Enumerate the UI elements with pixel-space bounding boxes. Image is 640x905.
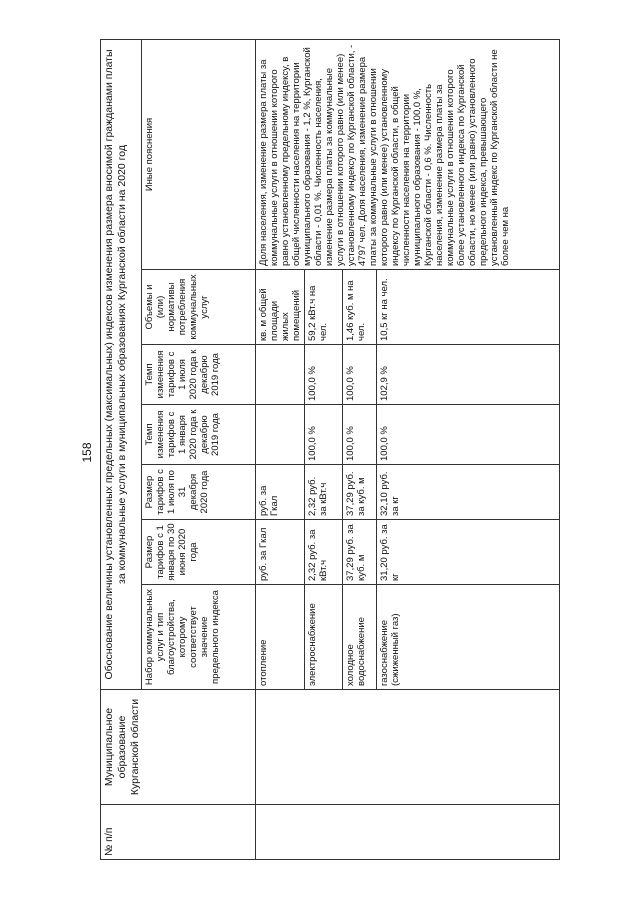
cell-tariff-h1: 31,20 руб. за кг — [377, 520, 560, 585]
cell-rate-jul: 102,9 % — [377, 345, 560, 405]
cell-rate-jan: 100,0 % — [343, 405, 377, 465]
cell-service: отопление — [256, 585, 305, 690]
header-num: № п/п — [101, 805, 256, 860]
cell-tariff-h1: 2,32 руб. за кВт.ч — [305, 520, 343, 585]
cell-service: газоснабжение (сжиженный газ) — [377, 585, 560, 690]
cell-tariff-h2: руб. за Гкал — [256, 465, 305, 520]
cell-tariff-h2: 2,32 руб. за кВт.ч — [305, 465, 343, 520]
header-services: Набор коммунальных услуг и тип благоустройства, которому соответствует значение предельного индекса — [142, 585, 256, 690]
cell-tariff-h1: 37,29 руб. за куб. м — [343, 520, 377, 585]
header-rate-jul: Темп изменения тарифов с 1 июля 2020 года к декабрю 2019 года — [142, 345, 256, 405]
page-number: 158 — [80, 442, 94, 463]
header-notes: Иные пояснения — [142, 39, 256, 269]
cell-rate-jan: 100,0 % — [377, 405, 560, 465]
header-volumes: Объемы и (или) нормативы потребления коммунальных услуг — [142, 270, 256, 345]
cell-num — [256, 805, 560, 860]
header-municipality: Муниципальное образование Курганской области — [101, 690, 256, 805]
cell-rate-jan: 100,0 % — [305, 405, 343, 465]
cell-rate-jan — [256, 405, 305, 465]
cell-municipality — [256, 690, 560, 805]
cell-service: электроснабжение — [305, 585, 343, 690]
cell-service: холодное водоснабжение — [343, 585, 377, 690]
header-tariff-h2: Размер тарифов с 1 июля по 31 декабря 2020 года — [142, 465, 256, 520]
cell-volume: 1,46 куб. м на чел. — [343, 270, 377, 345]
cell-tariff-h2: 37,29 руб. за куб. м — [343, 465, 377, 520]
cell-volume: 59,2 кВт.ч на чел. — [305, 270, 343, 345]
cell-tariff-h1: руб. за Гкал — [256, 520, 305, 585]
cell-notes: Доля населения, изменение размера платы за коммунальные услуги в отношении которого равно установленному предельному индексу, в общей численности населения на территории муниципального образования - 1,2 %, Курганской области - 0,01 %. Численность населения, изменение размера платы за коммунальные услуги в отношении которого равно (или менее) установленному индексу по Курганской области, - 4797 чел. Доля населения, изменение размера платы за коммунальные услуги в отношении которого равно (или менее) установленному индексу по Курганской области, в общей численности населения на территории муниципального образования - 100,0 %, Курганской области - 0,6 %. Численность населения, изменение размера платы за коммунальные услуги в отношении которого более установленного индекса по Курганской области, но менее (или равно) установленного предельного индекса, превышающего установленный индекс по Курганской области не более чем на — [256, 39, 560, 269]
cell-rate-jul — [256, 345, 305, 405]
cell-volume: кв. м общей площади жилых помещений — [256, 270, 305, 345]
cell-rate-jul: 100,0 % — [343, 345, 377, 405]
cell-rate-jul: 100,0 % — [305, 345, 343, 405]
header-group-title: Обоснование величины установленных предельных (максимальных) индексов изменения размера вносимой гражданами платы за коммунальные услуги в муниципальных образованиях Курганской области на 2020 год — [101, 39, 142, 689]
header-rate-jan: Темп изменения тарифов с 1 января 2020 года к декабрю 2019 года — [142, 405, 256, 465]
cell-tariff-h2: 32,10 руб. за кг — [377, 465, 560, 520]
cell-volume: 10,5 кг на чел. — [377, 270, 560, 345]
table-row — [256, 39, 305, 859]
tariff-index-table — [100, 39, 560, 860]
header-tariff-h1: Размер тарифов с 1 января по 30 июня 2020 года — [142, 520, 256, 585]
